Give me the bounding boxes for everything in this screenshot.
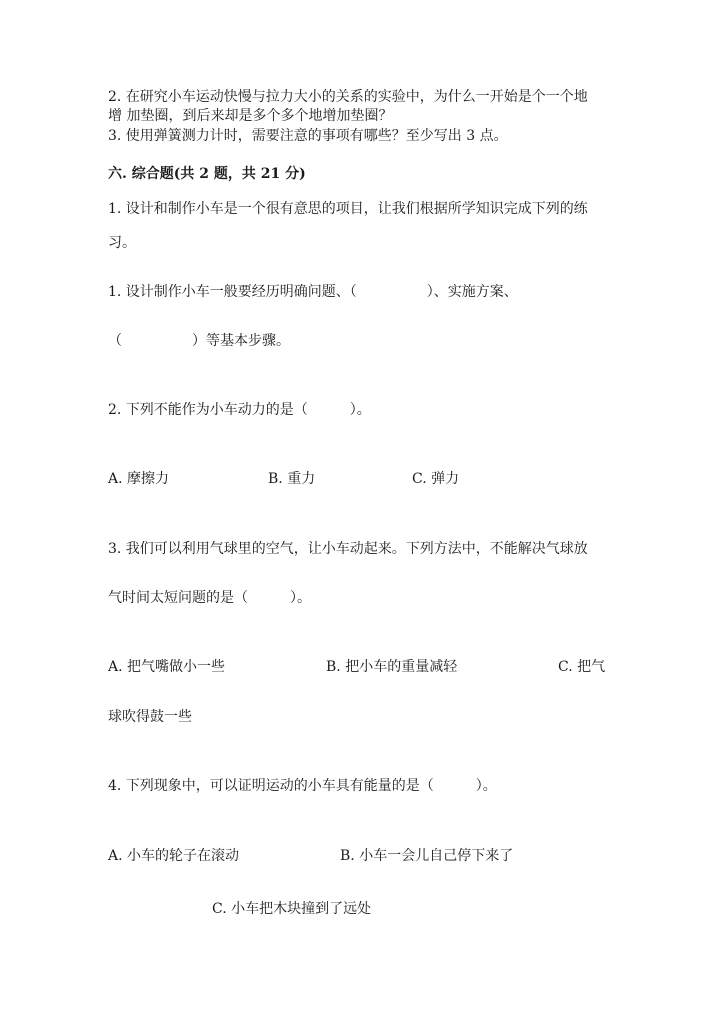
sub-question-3-option-c-part-2: 球吹得鼓一些 [108, 709, 192, 725]
section-6-title: 六. 综合题(共 2 题，共 21 分) [108, 166, 306, 182]
sub-question-3-line-2: 气时间太短问题的是（ ）。 [108, 590, 311, 606]
sub-question-2-stem: 2. 下列不能作为小车动力的是（ ）。 [108, 402, 371, 418]
sub-question-3-option-b: B. 把小车的重量减轻 [326, 659, 458, 675]
sub-question-2-option-a: A. 摩擦力 [108, 471, 170, 487]
sub-question-4-option-b: B. 小车一会儿自己停下来了 [340, 848, 514, 864]
sub-question-1-line-1: 1. 设计制作小车一般要经历明确问题、（ ）、实施方案、 [108, 284, 518, 300]
question-2-line-1: 2. 在研究小车运动快慢与拉力大小的关系的实验中，为什么一开始是个一个地 [108, 89, 588, 105]
sub-question-4-option-a: A. 小车的轮子在滚动 [108, 848, 240, 864]
sub-question-4-stem: 4. 下列现象中，可以证明运动的小车具有能量的是（ ）。 [108, 778, 497, 794]
sub-question-2-option-c: C. 弹力 [412, 471, 460, 487]
comprehensive-q1-intro-line-2: 习。 [108, 235, 136, 251]
sub-question-2-option-b: B. 重力 [268, 471, 316, 487]
question-3: 3. 使用弹簧测力计时，需要注意的事项有哪些？至少写出 3 点。 [108, 128, 508, 144]
comprehensive-q1-intro-line-1: 1. 设计和制作小车是一个很有意思的项目，让我们根据所学知识完成下列的练 [108, 201, 588, 217]
question-2-line-2: 增 加垫圈，到后来却是多个多个地增加垫圈？ [108, 108, 393, 124]
sub-question-3-line-1: 3. 我们可以利用气球里的空气，让小车动起来。下列方法中，不能解决气球放 [108, 541, 588, 557]
sub-question-3-option-a: A. 把气嘴做小一些 [108, 659, 226, 675]
sub-question-3-option-c-part-1: C. 把气 [558, 659, 606, 675]
sub-question-1-line-2: （ ）等基本步骤。 [108, 333, 290, 349]
sub-question-4-option-c: C. 小车把木块撞到了远处 [212, 901, 372, 917]
